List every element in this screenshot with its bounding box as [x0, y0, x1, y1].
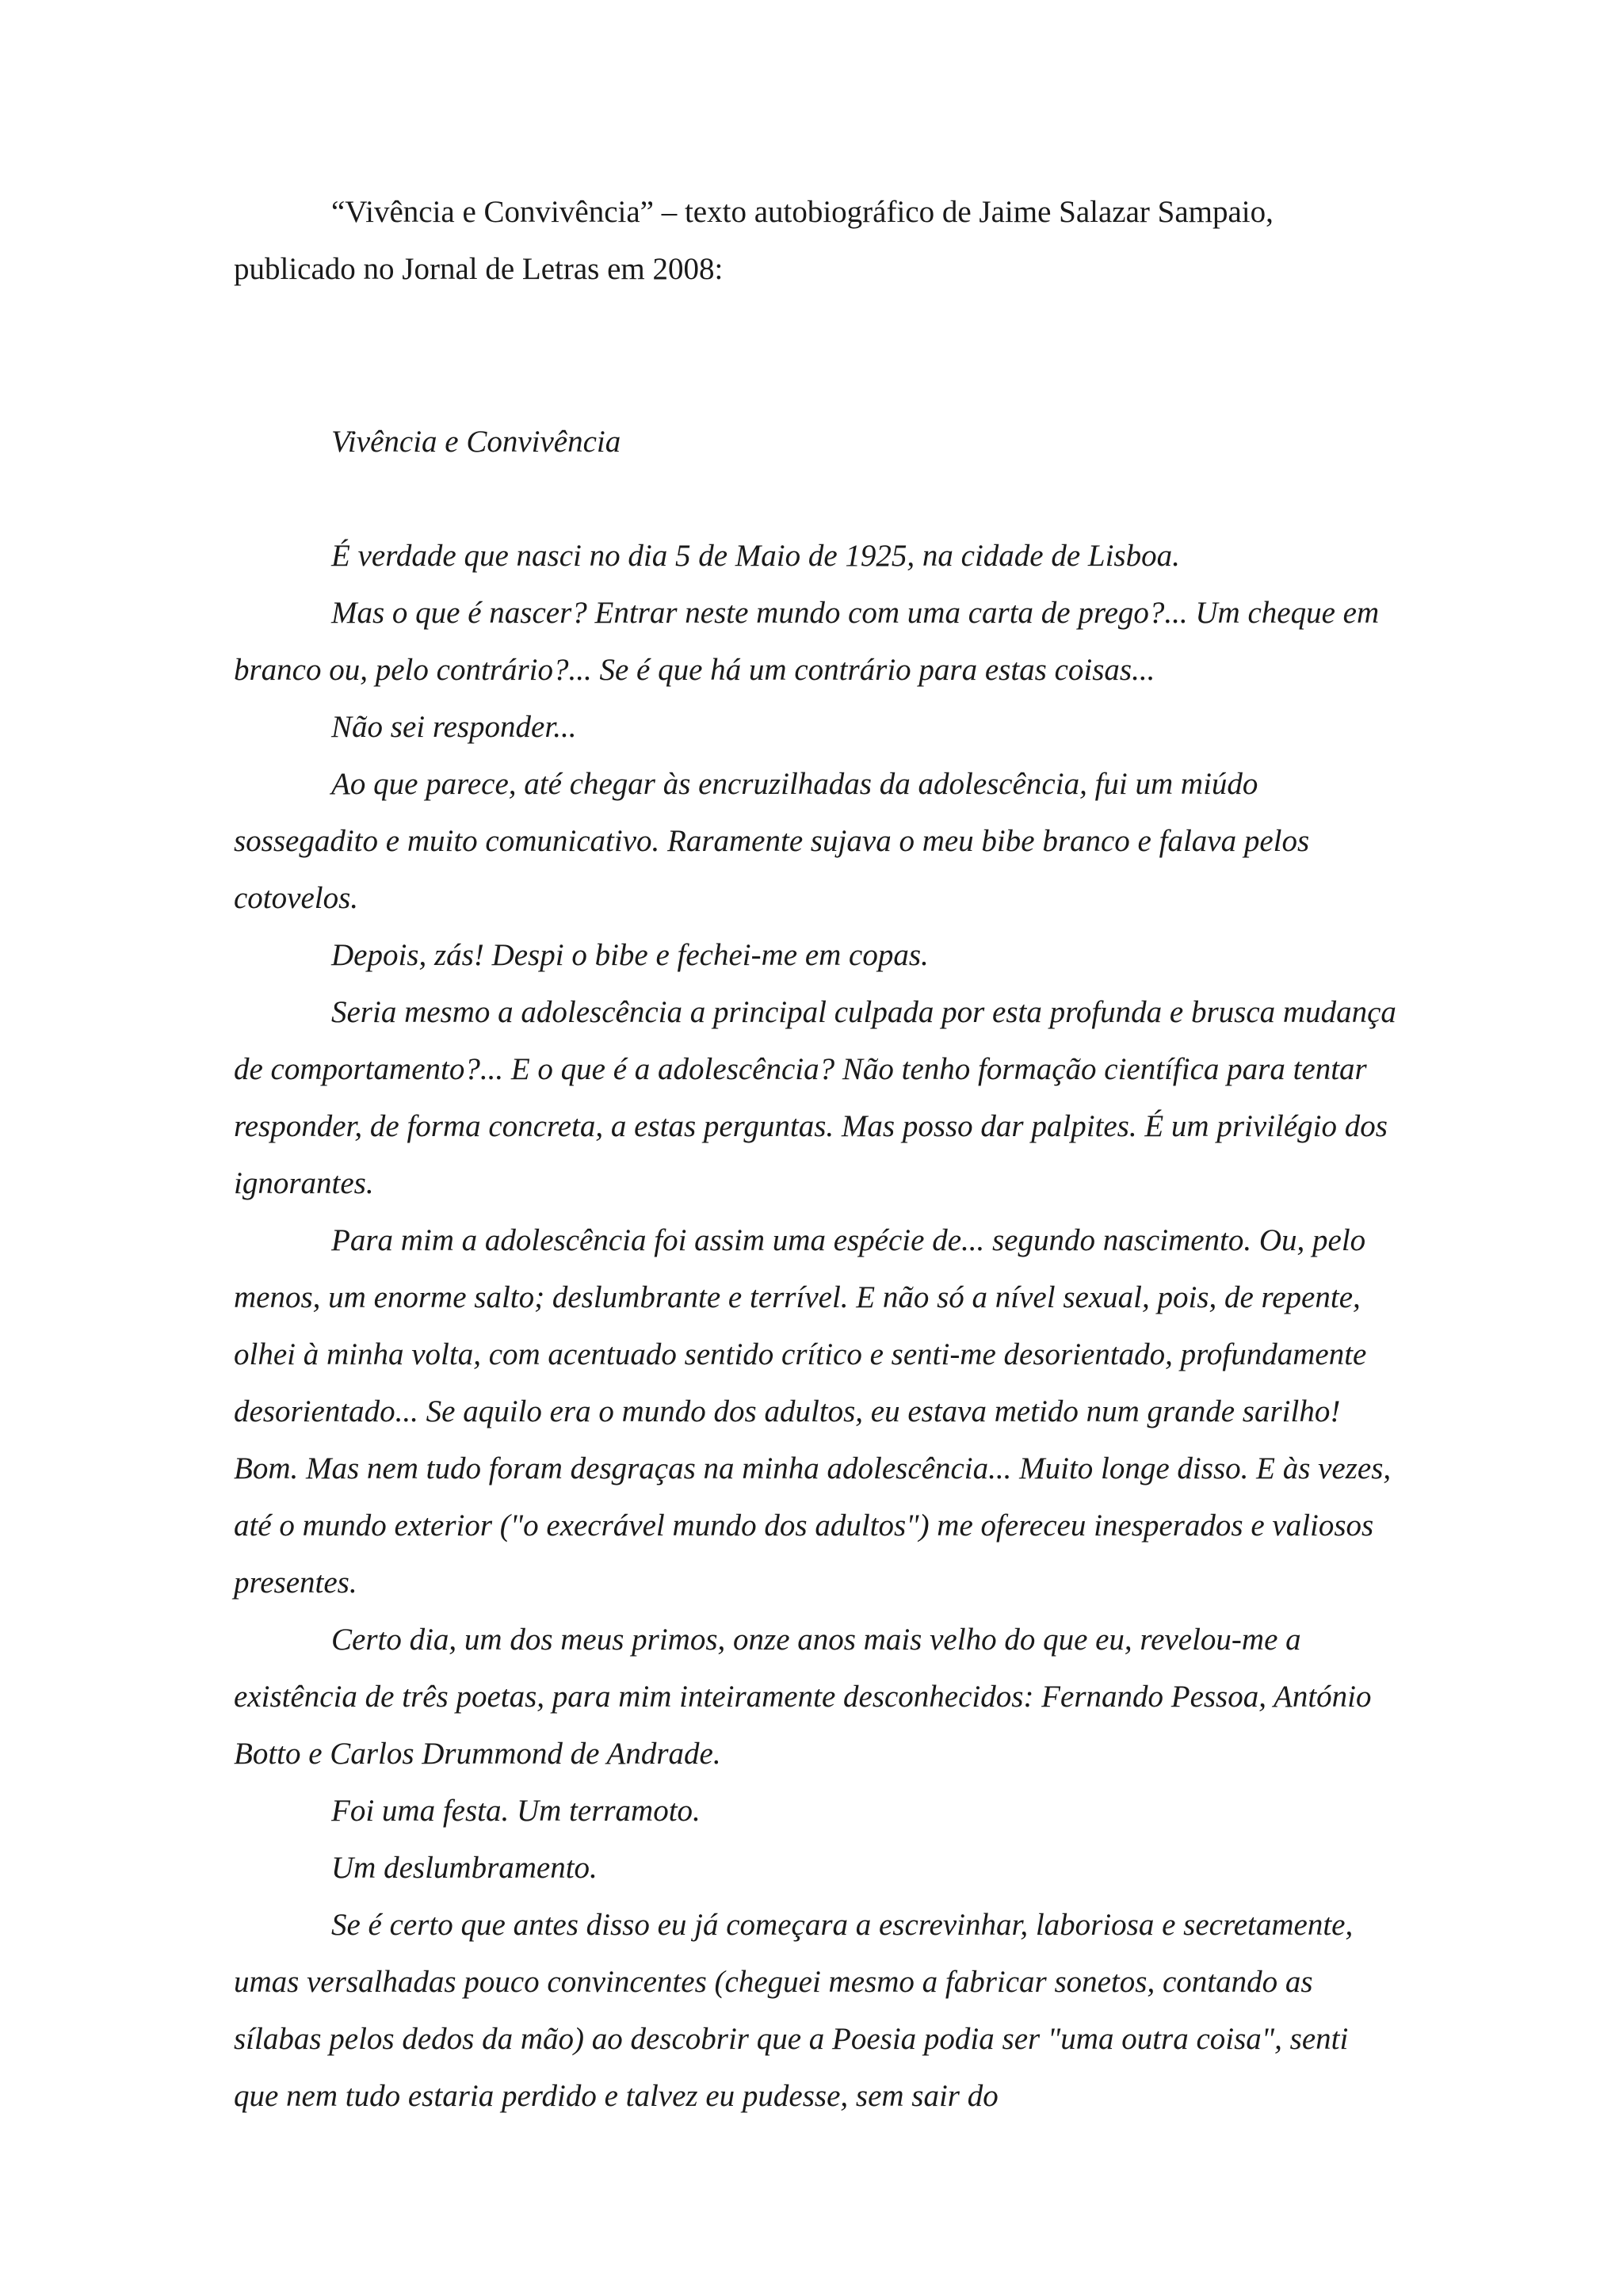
- intro-block: [234, 184, 1399, 298]
- paragraph: Ao que parece, até chegar às encruzilhadas da adolescência, fui um miúdo sossegadito e muito comunicativo. Raramente sujava o meu bibe branco e falava pelos cotovelos.: [234, 767, 1310, 915]
- paragraph: Foi uma festa. Um terramoto.: [331, 1794, 701, 1828]
- paragraph: Para mim a adolescência foi assim uma espécie de... segundo nascimento. Ou, pelo menos, um enorme salto; deslumbrante e terrível. E não só a nível sexual, pois, de repente, olhei à minha volta, com acentuado sentido crítico e senti-me desorientado, profundamente desorientado... Se aquilo era o mundo dos adultos, eu estava metido num grande sarilho! Bom. Mas nem tudo foram desgraças na minha adolescência... Muito longe disso. E às vezes, até o mundo exterior ("o execrável mundo dos adultos") me ofereceu inesperados e valiosos presentes.: [234, 1223, 1392, 1600]
- title-block: [234, 414, 1399, 471]
- paragraph: Mas o que é nascer? Entrar neste mundo com uma carta de prego?... Um cheque em branco ou, pelo contrário?... Se é que há um contrário para estas coisas...: [234, 596, 1380, 687]
- intro-paragraph: “Vivência e Convivência” – texto autobiográfico de Jaime Salazar Sampaio, publicado no Jornal de Letras em 2008:: [234, 195, 1274, 286]
- paragraph: É verdade que nasci no dia 5 de Maio de 1925, na cidade de Lisboa.: [331, 539, 1180, 573]
- paragraph: Certo dia, um dos meus primos, onze anos mais velho do que eu, revelou-me a existência de três poetas, para mim inteiramente desconhecidos: Fernando Pessoa, António Botto e Carlos Drummond de Andrade.: [234, 1623, 1372, 1771]
- paragraph: Depois, zás! Despi o bibe e fechei-me em copas.: [331, 938, 929, 972]
- paragraph: Não sei responder...: [331, 710, 577, 744]
- body-text: [234, 528, 1399, 2125]
- document-title: Vivência e Convivência: [331, 425, 621, 459]
- paragraph: Um deslumbramento.: [331, 1851, 598, 1885]
- paragraph: Se é certo que antes disso eu já começara a escrevinhar, laboriosa e secretamente, umas versalhadas pouco convincentes (cheguei mesmo a fabricar sonetos, contando as sílabas pelos dedos da mão) ao descobrir que a Poesia podia ser "uma outra coisa", senti que nem tudo estaria perdido e talvez eu pudesse, sem sair do: [234, 1908, 1354, 2113]
- paragraph: Seria mesmo a adolescência a principal culpada por esta profunda e brusca mudança de comportamento?... E o que é a adolescência? Não tenho formação científica para tentar responder, de forma concreta, a estas perguntas. Mas posso dar palpites. É um privilégio dos ignorantes.: [234, 995, 1396, 1200]
